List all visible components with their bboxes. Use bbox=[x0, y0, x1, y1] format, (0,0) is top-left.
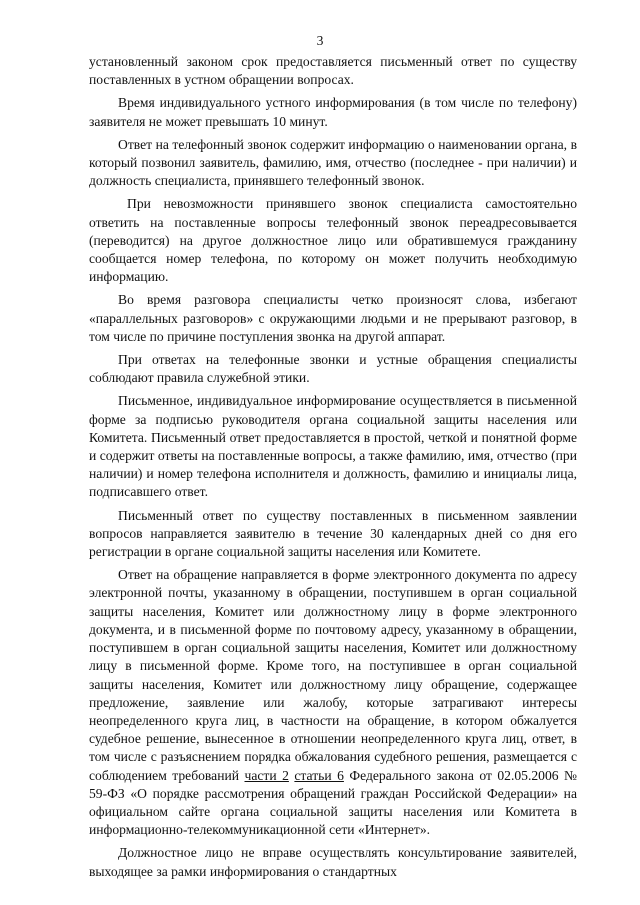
paragraph-electronic-answer-text-start: Ответ на обращение направляется в форме электронного документа по адресу электронной почты, указанному в обращении, поступившем в орган социальной защиты населения, Комитет или должностному лицу в форме электронного документа, и в письменной форме по почтовому адресу, указанному в обращении, поступившем в орган социальной защиты населения, Комитет или должностному лицу в письменной форме. Кроме того, на поступившее в орган социальной защиты населения, Комитет или должностному лицу обращение, содержащее предложение, заявление или жалобу, которые затрагивают интересы неопределенного круга лиц, в частности на обращение, в котором обжалуется судебное решение, вынесенное в отношении неопределенного круга лиц, ответ, в том числе с разъяснением порядка обжалования судебного решения, размещается с соблюдением требований bbox=[89, 567, 577, 783]
paragraph-consulting-limits: Должностное лицо не вправе осуществлять консультирование заявителей, выходящее за рамки информирования о стандартных bbox=[89, 845, 577, 879]
paragraph-call-redirect: При невозможности принявшего звонок специалиста самостоятельно ответить на поставленные вопросы телефонный звонок переадресовывается (переводится) на другое должностное лицо или обратившемуся гражданину сообщается номер телефона, по которому он может получить необходимую информацию. bbox=[89, 196, 577, 285]
paragraph-written-answer-deadline: установленный законом срок предоставляется письменный ответ по существу поставленных в устном обращении вопросах. bbox=[89, 54, 577, 88]
paragraph-written-informing: Письменное, индивидуальное информирование осуществляется в письменной форме за подписью руководителя органа социальной защиты населения или Комитета. Письменный ответ предоставляется в простой, четкой и понятной форме и содержит ответы на поставленные вопросы, а также фамилию, имя, отчество (при наличии) и номер телефона исполнителя и должность, фамилию и инициалы лица, подписавшего ответ. bbox=[89, 393, 577, 500]
paragraph-conversation-rules: Во время разговора специалисты четко произносят слова, избегают «параллельных разговоров» с окружающими людьми и не прерывают разговор, в том числе по причине поступления звонка на другой аппарат. bbox=[89, 292, 577, 344]
paragraph-oral-info-duration: Время индивидуального устного информирования (в том числе по телефону) заявителя не может превышать 10 минут. bbox=[89, 95, 577, 129]
law-reference-article-link[interactable]: статьи 6 bbox=[294, 767, 344, 783]
paragraph-electronic-answer-text-end: Федерального закона от 02.05.2006 № 59-ФЗ «О порядке рассмотрения обращений граждан Российской Федерации» на официальном сайте органа социальной защиты населения или Комитета в информационно-телекоммуникационной сети «Интернет». bbox=[89, 767, 577, 838]
page-number: 3 bbox=[316, 33, 324, 48]
paragraph-service-ethics: При ответах на телефонные звонки и устные обращения специалисты соблюдают правила служебной этики. bbox=[89, 352, 577, 386]
document-body bbox=[89, 53, 577, 886]
law-reference-part-link[interactable]: части 2 bbox=[244, 767, 289, 783]
paragraph-phone-answer-content: Ответ на телефонный звонок содержит информацию о наименовании органа, в который позвонил заявитель, фамилию, имя, отчество (последнее - при наличии) и должность специалиста, принявшего телефонный звонок. bbox=[89, 136, 577, 189]
paragraph-electronic-answer bbox=[89, 566, 577, 839]
paragraph-written-answer-term: Письменный ответ по существу поставленных в письменном заявлении вопросов направляется заявителю в течение 30 календарных дней со дня его регистрации в органе социальной защиты населения или Комитете. bbox=[89, 507, 577, 560]
